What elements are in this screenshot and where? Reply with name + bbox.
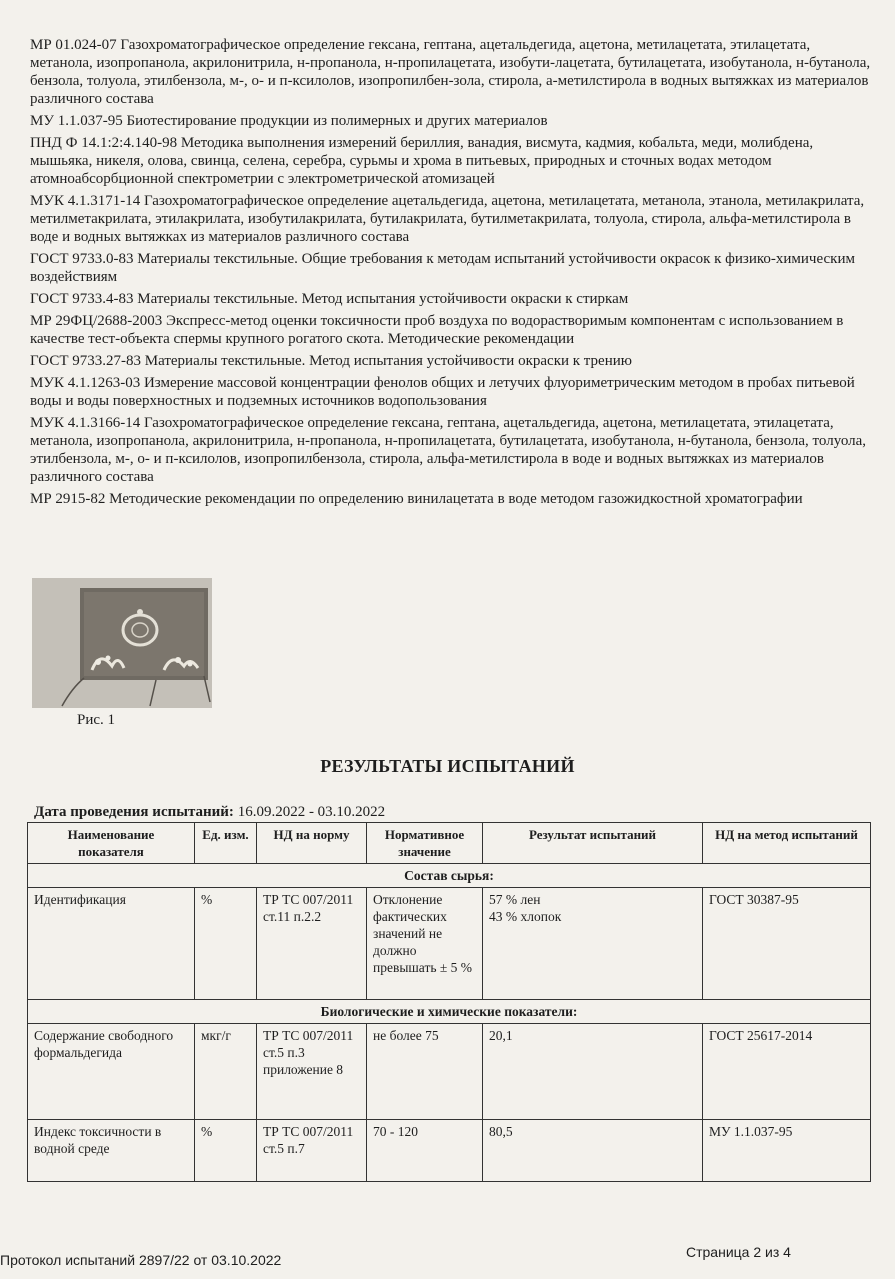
- results-title: РЕЗУЛЬТАТЫ ИСПЫТАНИЙ: [320, 756, 575, 776]
- table-cell: Индекс токсичности в водной среде: [28, 1120, 195, 1182]
- test-date: [34, 804, 385, 821]
- method-item: МУК 4.1.3166-14 Газохроматографическое определение гексана, гептана, ацетальдегида, ацетона, метилацетата, этилацетата, метанола, изопропанола, акрилонитрила, н-пропанола, н-пропилацетата, бутилацетата, изобутанола, н-бутанола, бензола, толуола, этилбензола, м-, о- и п-ксилолов, изопропилбензола, стирола, альфа-метилстирола в воде и водных вытяжках из материалов различного состава: [30, 415, 867, 485]
- section-title: Биологические и химические показатели:: [28, 1000, 871, 1024]
- table-cell: МУ 1.1.037-95: [703, 1120, 871, 1182]
- fabric-sample-image: [32, 578, 212, 708]
- method-item: МР 29ФЦ/2688-2003 Экспресс-метод оценки токсичности проб воздуха по водорастворимым компонентам с использованием в качестве тест-объекта спермы крупного рогатого скота. Методические рекомендации: [30, 313, 844, 347]
- table-cell: ГОСТ 25617-2014: [703, 1024, 871, 1120]
- table-cell: Идентификация: [28, 888, 195, 1000]
- test-date-label: Дата проведения испытаний:: [34, 804, 234, 820]
- method-item: МУ 1.1.037-95 Биотестирование продукции из полимерных и других материалов: [30, 113, 548, 129]
- header-cell: Наименование показателя: [28, 823, 195, 864]
- section-title: Состав сырья:: [28, 864, 871, 888]
- header-cell: НД на метод испытаний: [703, 823, 871, 864]
- results-table: [27, 822, 871, 1182]
- table-cell: ТР ТС 007/2011 ст.11 п.2.2: [257, 888, 367, 1000]
- table-row: [28, 1120, 871, 1182]
- table-cell: ТР ТС 007/2011 ст.5 п.7: [257, 1120, 367, 1182]
- section-row: [28, 864, 871, 888]
- table-cell: мкг/г: [195, 1024, 257, 1120]
- table-cell: Отклонение фактических значений не должно превышать ± 5 %: [367, 888, 483, 1000]
- table-row: [28, 1024, 871, 1120]
- header-cell: Нормативное значение: [367, 823, 483, 864]
- figure-caption: Рис. 1: [77, 712, 116, 728]
- header-cell: НД на норму: [257, 823, 367, 864]
- table-row: [28, 888, 871, 1000]
- header-cell: Результат испытаний: [483, 823, 703, 864]
- table-cell: ТР ТС 007/2011 ст.5 п.3 приложение 8: [257, 1024, 367, 1120]
- method-item: ГОСТ 9733.27-83 Материалы текстильные. Метод испытания устойчивости окраски к трению: [30, 353, 632, 369]
- protocol-footer: Протокол испытаний 2897/22 от 03.10.2022: [0, 1252, 282, 1268]
- method-item: МР 01.024-07 Газохроматографическое определение гексана, гептана, ацетальдегида, ацетона, метилацетата, этилацетата, метанола, изопропанола, акрилонитрила, н-пропанола, н-пропилацетата, изобути-лацетата, бутилацетата, изобутанола, н-бутанола, бензола, толуола, этилбензола, м-, о- и п-ксилолов, изопропилбен-зола, стирола, а-метилстирола в водных вытяжках из материалов различного состава: [30, 37, 871, 107]
- table-cell: ГОСТ 30387-95: [703, 888, 871, 1000]
- table-cell: %: [195, 888, 257, 1000]
- page-number: Страница 2 из 4: [686, 1244, 791, 1260]
- method-item: ГОСТ 9733.4-83 Материалы текстильные. Метод испытания устойчивости окраски к стиркам: [30, 291, 629, 307]
- sample-photo: [32, 578, 212, 708]
- table-cell: %: [195, 1120, 257, 1182]
- methods-list: [30, 36, 875, 512]
- header-cell: Ед. изм.: [195, 823, 257, 864]
- method-item: ГОСТ 9733.0-83 Материалы текстильные. Общие требования к методам испытаний устойчивости окрасок к физико-химическим воздействиям: [30, 251, 855, 285]
- method-item: МУК 4.1.1263-03 Измерение массовой концентрации фенолов общих и летучих флуориметрическим методом в пробах питьевой воды и воды поверхностных и подземных источников водопользования: [30, 375, 855, 409]
- table-cell: 70 - 120: [367, 1120, 483, 1182]
- table-cell: 20,1: [483, 1024, 703, 1120]
- test-date-value: 16.09.2022 - 03.10.2022: [237, 804, 386, 820]
- method-item: МР 2915-82 Методические рекомендации по определению винилацетата в воде методом газожидкостной хроматографии: [30, 491, 803, 507]
- table-cell: 80,5: [483, 1120, 703, 1182]
- section-row: [28, 1000, 871, 1024]
- table-cell: Содержание свободного формальдегида: [28, 1024, 195, 1120]
- table-header-row: [28, 823, 871, 864]
- method-item: МУК 4.1.3171-14 Газохроматографическое определение ацетальдегида, ацетона, метилацетата, метанола, этанола, метилакрилата, метилметакрилата, этилакрилата, изобутилакрилата, бутилакрилата, бутилметакрилата, толуола, стирола, альфа-метилстирола в воде и водных вытяжках из материалов различного состава: [30, 193, 865, 245]
- table-cell: 57 % лен 43 % хлопок: [483, 888, 703, 1000]
- table-cell: не более 75: [367, 1024, 483, 1120]
- method-item: ПНД Ф 14.1:2:4.140-98 Методика выполнения измерений бериллия, ванадия, висмута, кадмия, кобальта, меди, молибдена, мышьяка, никеля, олова, свинца, селена, серебра, сурьмы и хрома в питьевых, природных и сточных водах методом атомноабсорбционной спектрометрии с электрометрической атомизацей: [30, 135, 814, 187]
